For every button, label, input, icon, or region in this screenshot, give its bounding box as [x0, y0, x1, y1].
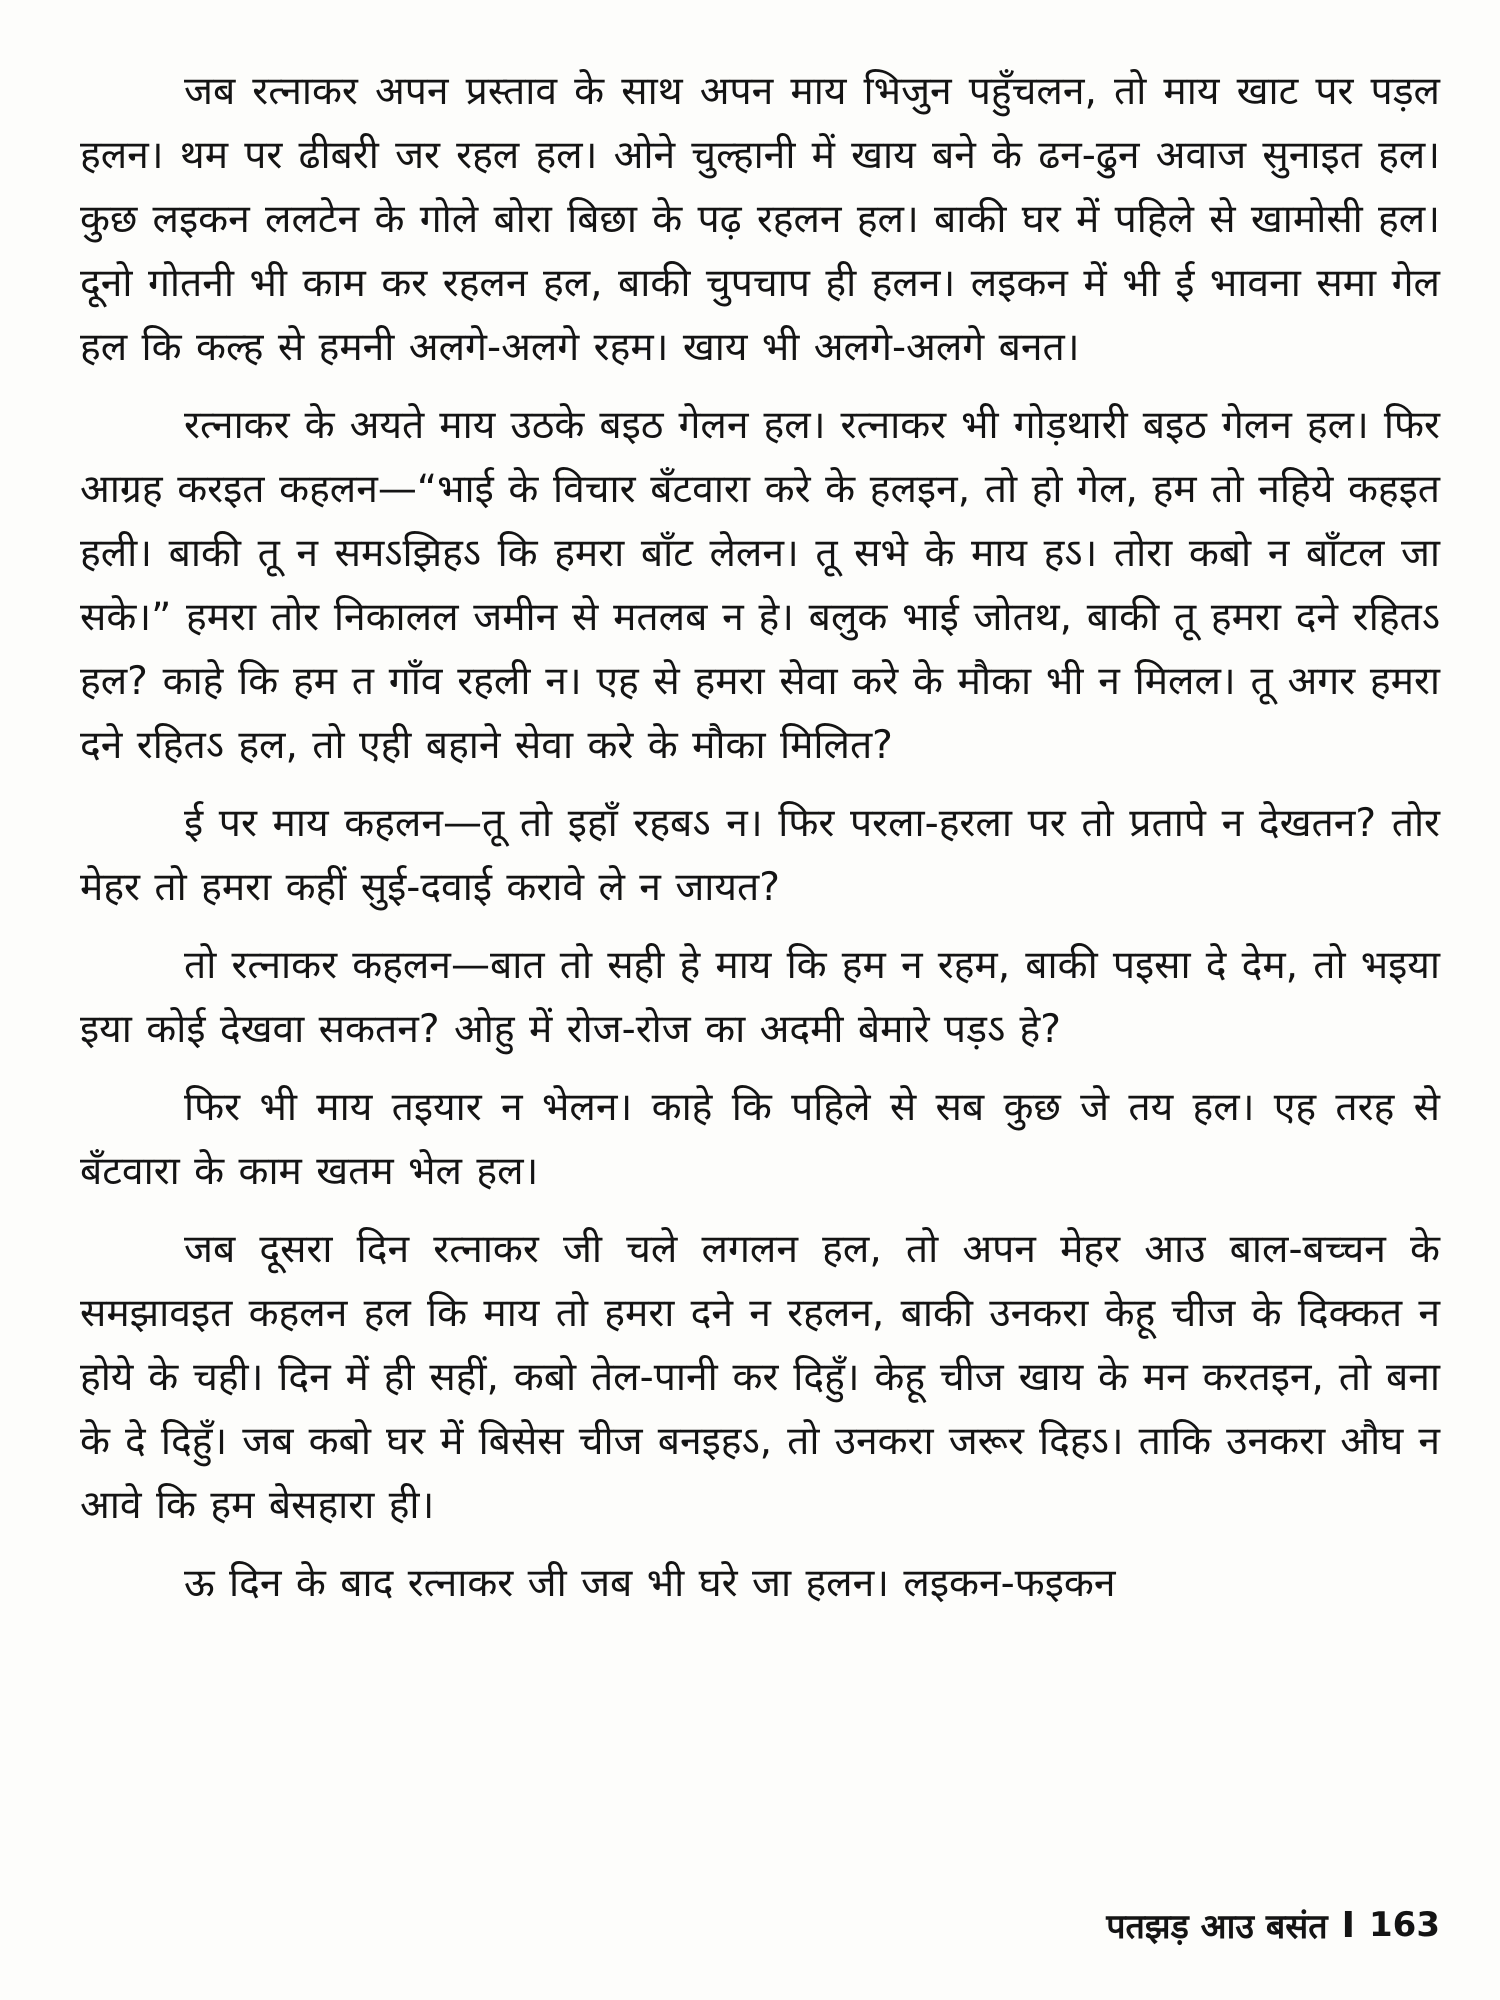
page-footer [1106, 1902, 1440, 1948]
paragraph-5: फिर भी माय तइयार न भेलन। काहे कि पहिले से सब कुछ जे तय हल। एह तरह से बँटवारा के काम खतम भेल हल। [80, 1085, 1440, 1194]
paragraph-1: जब रत्नाकर अपन प्रस्ताव के साथ अपन माय भिजुन पहुँचलन, तो माय खाट पर पड़ल हलन। थम पर ढीबरी जर रहल हल। ओने चुल्हानी में खाय बने के ढन-ढुन अवाज सुनाइत हल। कुछ लइकन ललटेन के गोले बोरा बिछा के पढ़ रहलन हल। बाकी घर में पहिले से खामोसी हल। दूनो गोतनी भी काम कर रहलन हल, बाकी चुपचाप ही हलन। लइकन में भी ई भावना समा गेल हल कि कल्ह से हमनी अलगे-अलगे रहम। खाय भी अलगे-अलगे बनत। [80, 69, 1440, 370]
book-title: पतझड़ आउ बसंत [1106, 1907, 1328, 1947]
paragraph-2: रत्नाकर के अयते माय उठके बइठ गेलन हल। रत्नाकर भी गोड़थारी बइठ गेलन हल। फिर आग्रह करइत कहलन—“भाई के विचार बँटवारा करे के हलइन, तो हो गेल, हम तो नहिये कहइत हली। बाकी तू न समऽझिहऽ कि हमरा बाँट लेलन। तू सभे के माय हऽ। तोरा कबो न बाँटल जा सके।” हमरा तोर निकालल जमीन से मतलब न हे। बलुक भाई जोतथ, बाकी तू हमरा दने रहितऽ हल? काहे कि हम त गाँव रहली न। एह से हमरा सेवा करे के मौका भी न मिलल। तू अगर हमरा दने रहितऽ हल, तो एही बहाने सेवा करे के मौका मिलित? [80, 403, 1440, 768]
paragraph-7: ऊ दिन के बाद रत्नाकर जी जब भी घरे जा हलन। लइकन-फइकन [184, 1561, 1116, 1606]
footer-separator: I [1341, 1904, 1356, 1946]
paragraph-6: जब दूसरा दिन रत्नाकर जी चले लगलन हल, तो अपन मेहर आउ बाल-बच्चन के समझावइत कहलन हल कि माय तो हमरा दने न रहलन, बाकी उनकरा केहू चीज के दिक्कत न होये के चही। दिन में ही सहीं, कबो तेल-पानी कर दिहुँ। केहू चीज खाय के मन करतइन, तो बना के दे दिहुँ। जब कबो घर में बिसेस चीज बनइहऽ, तो उनकरा जरूर दिहऽ। ताकि उनकरा औघ न आवे कि हम बेसहारा ही। [80, 1227, 1440, 1528]
paragraph-3: ई पर माय कहलन—तू तो इहाँ रहबऽ न। फिर परला-हरला पर तो प्रतापे न देखतन? तोर मेहर तो हमरा कहीं सुई-दवाई करावे ले न जायत? [80, 801, 1440, 910]
page-number: 163 [1369, 1905, 1440, 1945]
page-body [80, 60, 1440, 1630]
paragraph-4: तो रत्नाकर कहलन—बात तो सही हे माय कि हम न रहम, बाकी पइसा दे देम, तो भइया इया कोई देखवा सकतन? ओहु में रोज-रोज का अदमी बेमारे पड़ऽ हे? [80, 943, 1440, 1052]
